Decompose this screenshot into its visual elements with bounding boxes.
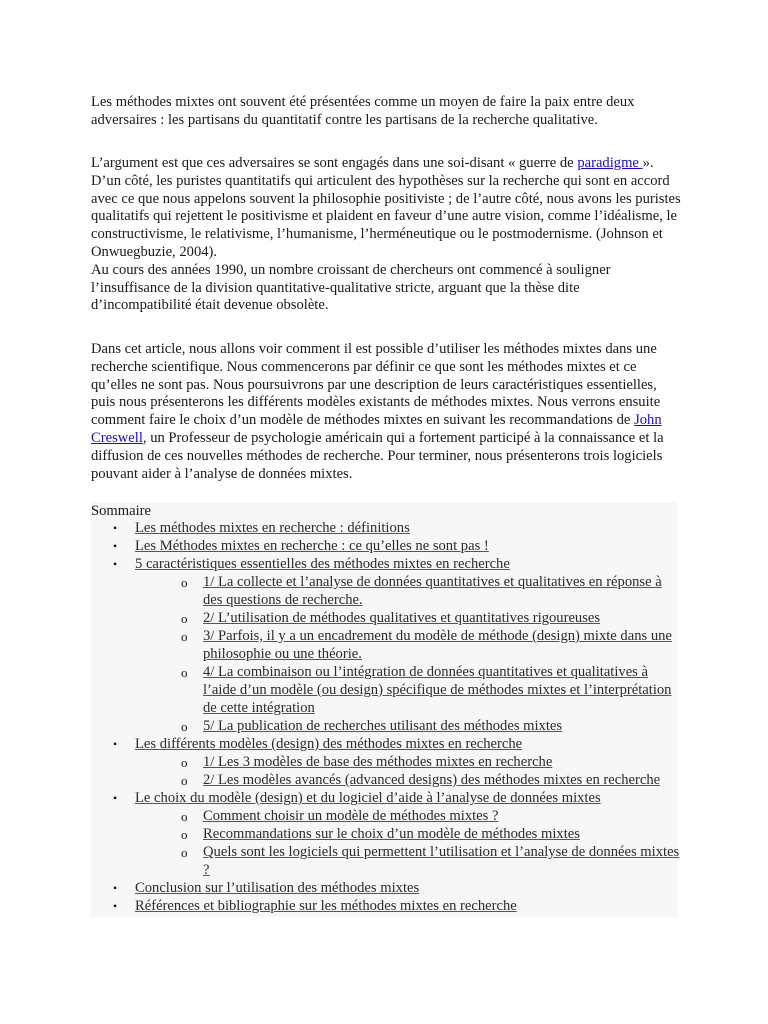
toc-subitem (203, 574, 681, 610)
circle-bullet-icon: o (181, 665, 188, 680)
toc-link-recommandations[interactable]: Recommandations sur le choix d’un modèle de méthodes mixtes (203, 826, 580, 842)
intro-paragraph-1-text: Les méthodes mixtes ont souvent été présentées comme un moyen de faire la paix entre deux adversaires : les partisans du quantitatif contre les partisans de la recherche qualitative. (91, 94, 635, 128)
toc-link-integration-donnees[interactable]: 4/ La combinaison ou l’intégration de données quantitatives et qualitatives à l’aide d’un modèle (ou design) spécifique de méthodes mixtes et l’interprétation de cette intégration (203, 664, 672, 716)
toc-subitem (203, 610, 681, 628)
circle-bullet-icon: o (181, 575, 188, 590)
intro-paragraph-1 (91, 94, 681, 130)
circle-bullet-icon: o (181, 809, 188, 824)
toc-link-5-caracteristiques[interactable]: 5 caractéristiques essentielles des méthodes mixtes en recherche (135, 556, 510, 572)
toc-link-modeles-avances[interactable]: 2/ Les modèles avancés (advanced designs) des méthodes mixtes en recherche (203, 772, 661, 788)
toc-link-references[interactable]: Références et bibliographie sur les méthodes mixtes en recherche (135, 898, 517, 914)
toc-link-ce-qu-elles-ne-sont-pas[interactable]: Les Méthodes mixtes en recherche : ce qu’elles ne sont pas ! (135, 538, 489, 554)
bullet-icon: • (113, 899, 118, 913)
bullet-icon: • (113, 557, 118, 571)
toc-subitem (203, 664, 681, 717)
toc-link-definitions[interactable]: Les méthodes mixtes en recherche : définitions (135, 520, 410, 536)
circle-bullet-icon: o (181, 845, 188, 860)
intro-paragraph-3 (91, 341, 681, 483)
paragraph-3-text-a: Dans cet article, nous allons voir comment il est possible d’utiliser les méthodes mixtes dans une recherche scientifique. Nous commencerons par définir ce que sont les méthodes mixtes et ce qu’elles ne sont pas. Nous poursuivrons par une description de leurs caractéristiques essentielles, puis nous présenterons les différents modèles existants de méthodes mixtes. Nous verrons ensuite comment faire le choix d’un modèle de méthodes mixtes en suivant les recommandations de (91, 341, 661, 429)
table-of-contents (91, 502, 678, 917)
toc-link-3-modeles-base[interactable]: 1/ Les 3 modèles de base des méthodes mixtes en recherche (203, 754, 553, 770)
toc-subitem (203, 808, 681, 826)
toc-subitem (203, 628, 681, 664)
circle-bullet-icon: o (181, 773, 188, 788)
paradigme-link[interactable]: paradigme (577, 155, 643, 171)
circle-bullet-icon: o (181, 755, 188, 770)
toc-item (135, 880, 675, 898)
toc-item (135, 520, 675, 538)
toc-subitem (203, 844, 681, 880)
bullet-icon: • (113, 791, 118, 805)
toc-title: Sommaire (91, 503, 151, 519)
john-creswell-link[interactable]: John Creswell (91, 412, 662, 446)
toc-link-collecte-analyse[interactable]: 1/ La collecte et l’analyse de données quantitatives et qualitatives en réponse à des questions de recherche. (203, 574, 662, 608)
toc-link-choix-modele[interactable]: Le choix du modèle (design) et du logiciel d’aide à l’analyse de données mixtes (135, 790, 601, 806)
paragraph-2-text-b: ». D’un côté, les puristes quantitatifs qui articulent des hypothèses sur la recherche qui sont en accord avec ce que nous appelons souvent la philosophie positiviste ; de l’autre côté, nous avons les puristes qualitatifs qui rejettent le positivisme et plaident en faveur d’une autre vision, comme l’idéalisme, le constructivisme, le relativisme, l’humanisme, l’herméneutique ou le postmodernisme. (Johnson et Onwuegbuzie, 2004). (91, 155, 681, 260)
toc-subitem (203, 754, 681, 772)
toc-link-methodes-rigoureuses[interactable]: 2/ L’utilisation de méthodes qualitatives et quantitatives rigoureuses (203, 610, 601, 626)
toc-link-logiciels[interactable]: Quels sont les logiciels qui permettent l’utilisation et l’analyse de données mixtes ? (203, 844, 680, 878)
bullet-icon: • (113, 881, 118, 895)
toc-subitem (203, 718, 681, 736)
toc-item (135, 736, 675, 754)
circle-bullet-icon: o (181, 629, 188, 644)
toc-link-publication[interactable]: 5/ La publication de recherches utilisant des méthodes mixtes (203, 718, 563, 734)
toc-item (135, 790, 675, 808)
paragraph-2-text-c: Au cours des années 1990, un nombre croissant de chercheurs ont commencé à souligner l’insuffisance de la division quantitative-qualitative stricte, arguant que la thèse dite d’incompatibilité était devenue obsolète. (91, 261, 611, 314)
bullet-icon: • (113, 521, 118, 535)
paragraph-2-text-a: L’argument est que ces adversaires se sont engagés dans une soi-disant « guerre de (91, 155, 578, 171)
toc-item (135, 556, 675, 574)
toc-link-encadrement-philosophie[interactable]: 3/ Parfois, il y a un encadrement du modèle de méthode (design) mixte dans une philosophie ou une théorie. (203, 628, 672, 662)
bullet-icon: • (113, 737, 118, 751)
intro-paragraph-2 (91, 155, 681, 315)
bullet-icon: • (113, 539, 118, 553)
toc-link-differents-modeles[interactable]: Les différents modèles (design) des méthodes mixtes en recherche (135, 736, 523, 752)
circle-bullet-icon: o (181, 719, 188, 734)
toc-subitem (203, 826, 681, 844)
circle-bullet-icon: o (181, 611, 188, 626)
toc-link-comment-choisir[interactable]: Comment choisir un modèle de méthodes mixtes ? (203, 808, 499, 824)
circle-bullet-icon: o (181, 827, 188, 842)
toc-subitem (203, 772, 681, 790)
toc-item (135, 538, 675, 556)
toc-item (135, 898, 675, 916)
paragraph-3-text-b: , un Professeur de psychologie américain qui a fortement participé à la connaissance et la diffusion de ces nouvelles méthodes de recherche. Pour terminer, nous présenterons trois logiciels pouvant aider à l’analyse de données mixtes. (91, 429, 664, 482)
toc-link-conclusion[interactable]: Conclusion sur l’utilisation des méthodes mixtes (135, 880, 420, 896)
